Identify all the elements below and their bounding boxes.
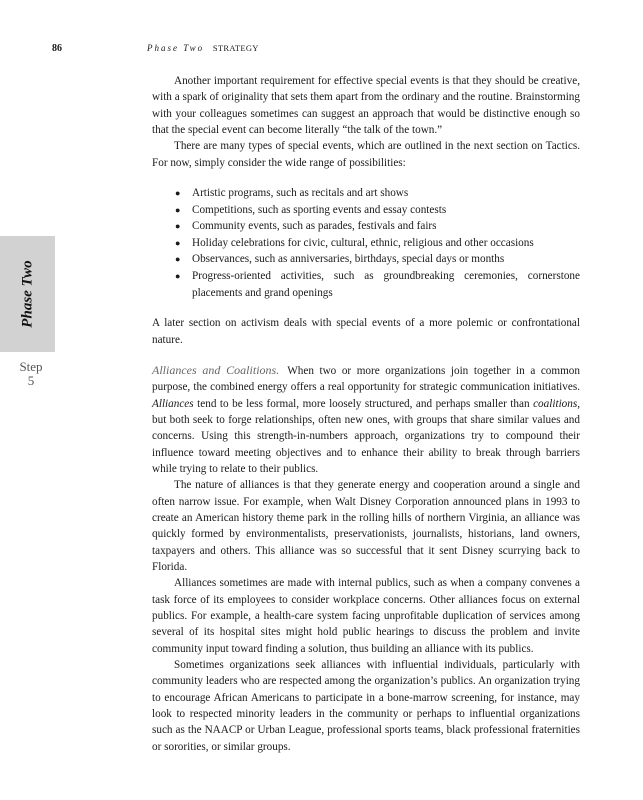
paragraph-activism-note: A later section on activism deals with special events of a more polemic or confrontational nature. [152,317,580,346]
paragraph-special-events-creative: Another important requirement for effective special events is that they should be creative, with a spark of originality that sets them apart from the ordinary and the routine. Brainstorming with your colleagues sometimes can suggest an approach that would be distinctive enough so that the special event can become literally “the talk of the town.” [152,75,580,137]
term-alliances: Alliances [152,397,194,410]
phase-side-tab-label: Phase Two [19,260,36,328]
bullet-icon: ● [175,188,181,199]
bullet-icon: ● [175,221,181,232]
alliances-heading: Alliances and Coalitions. [152,362,280,377]
running-head-section: STRATEGY [212,43,259,53]
paragraph-types-of-events: There are many types of special events, which are outlined in the next section on Tactics. For now, simply consider the wide range of possibilities: [152,140,580,169]
list-item: ● Competitions, such as sporting events and essay contests [152,202,580,219]
step-number: 5 [27,373,35,388]
body-text [152,73,580,755]
bullet-icon: ● [175,254,181,265]
bullet-icon: ● [175,237,181,248]
term-coalitions: coalitions, [533,397,581,410]
bullet-icon: ● [175,271,181,282]
running-head [147,43,259,53]
paragraph-alliances-intro: Alliances and Coalitions. When two or more organizations join together in a common purpose, the combined energy offers a real opportunity for strategic communication initiatives. Alliances tend to be less formal, more loosely structured, and perhaps smaller than coalitions, but both seek to forge relationships, often new ones, with groups that share similar values and concerns. Using this strength-in-numbers approach, organizations try to compound their influence toward meeting objectives and to enhance their ability to break through barriers while trying to relate to their publics. [152,362,581,475]
running-head-phase: Phase Two [147,43,205,53]
paragraph-influential-individuals: Sometimes organizations seek alliances with influential individuals, particularly with community leaders who are respected among the organization’s publics. An organization trying to encourage African Americans to participate in a bone-marrow screening, for instance, may look to respected minority leaders in the community or perhaps to influential organizations such as the NAACP or Urban League, professional sports teams, black professional fraternities or sororities, or similar groups. [152,659,580,753]
paragraph-internal-publics: Alliances sometimes are made with internal publics, such as when a company convenes a task force of its employees to consider workplace concerns. Other alliances focus on external publics. For example, a health-care system facing unprofitable duplication of services among several of its hospital sites might hold public hearings to discuss the problem and invite community input toward finding a solution, thus building an alliance with its publics. [152,577,580,655]
page-number: 86 [52,43,62,54]
paragraph-nature-of-alliances: The nature of alliances is that they generate energy and cooperation around a single and often narrow issue. For example, when Walt Disney Corporation announced plans in 1993 to create an American history theme park in the rolling hills of northern Virginia, an alliance was quickly formed by environmentalists, preservationists, journalists, historians, land owners, taxpayers and others. This alliance was so successful that it sent Disney scurrying back to Florida. [152,479,580,574]
list-item: ● Observances, such as anniversaries, birthdays, special days or months [152,251,580,268]
step-label [14,360,48,388]
list-item: ● Community events, such as parades, festivals and fairs [152,218,580,235]
list-item: ● Artistic programs, such as recitals and art shows [152,185,580,202]
step-word: Step [19,359,43,374]
list-item: ● Holiday celebrations for civic, cultural, ethnic, religious and other occasions [152,235,580,252]
event-types-list [152,185,580,301]
bullet-icon: ● [175,204,181,215]
list-item: ● Progress-oriented activities, such as groundbreaking ceremonies, cornerstone placements and grand openings [175,270,580,299]
